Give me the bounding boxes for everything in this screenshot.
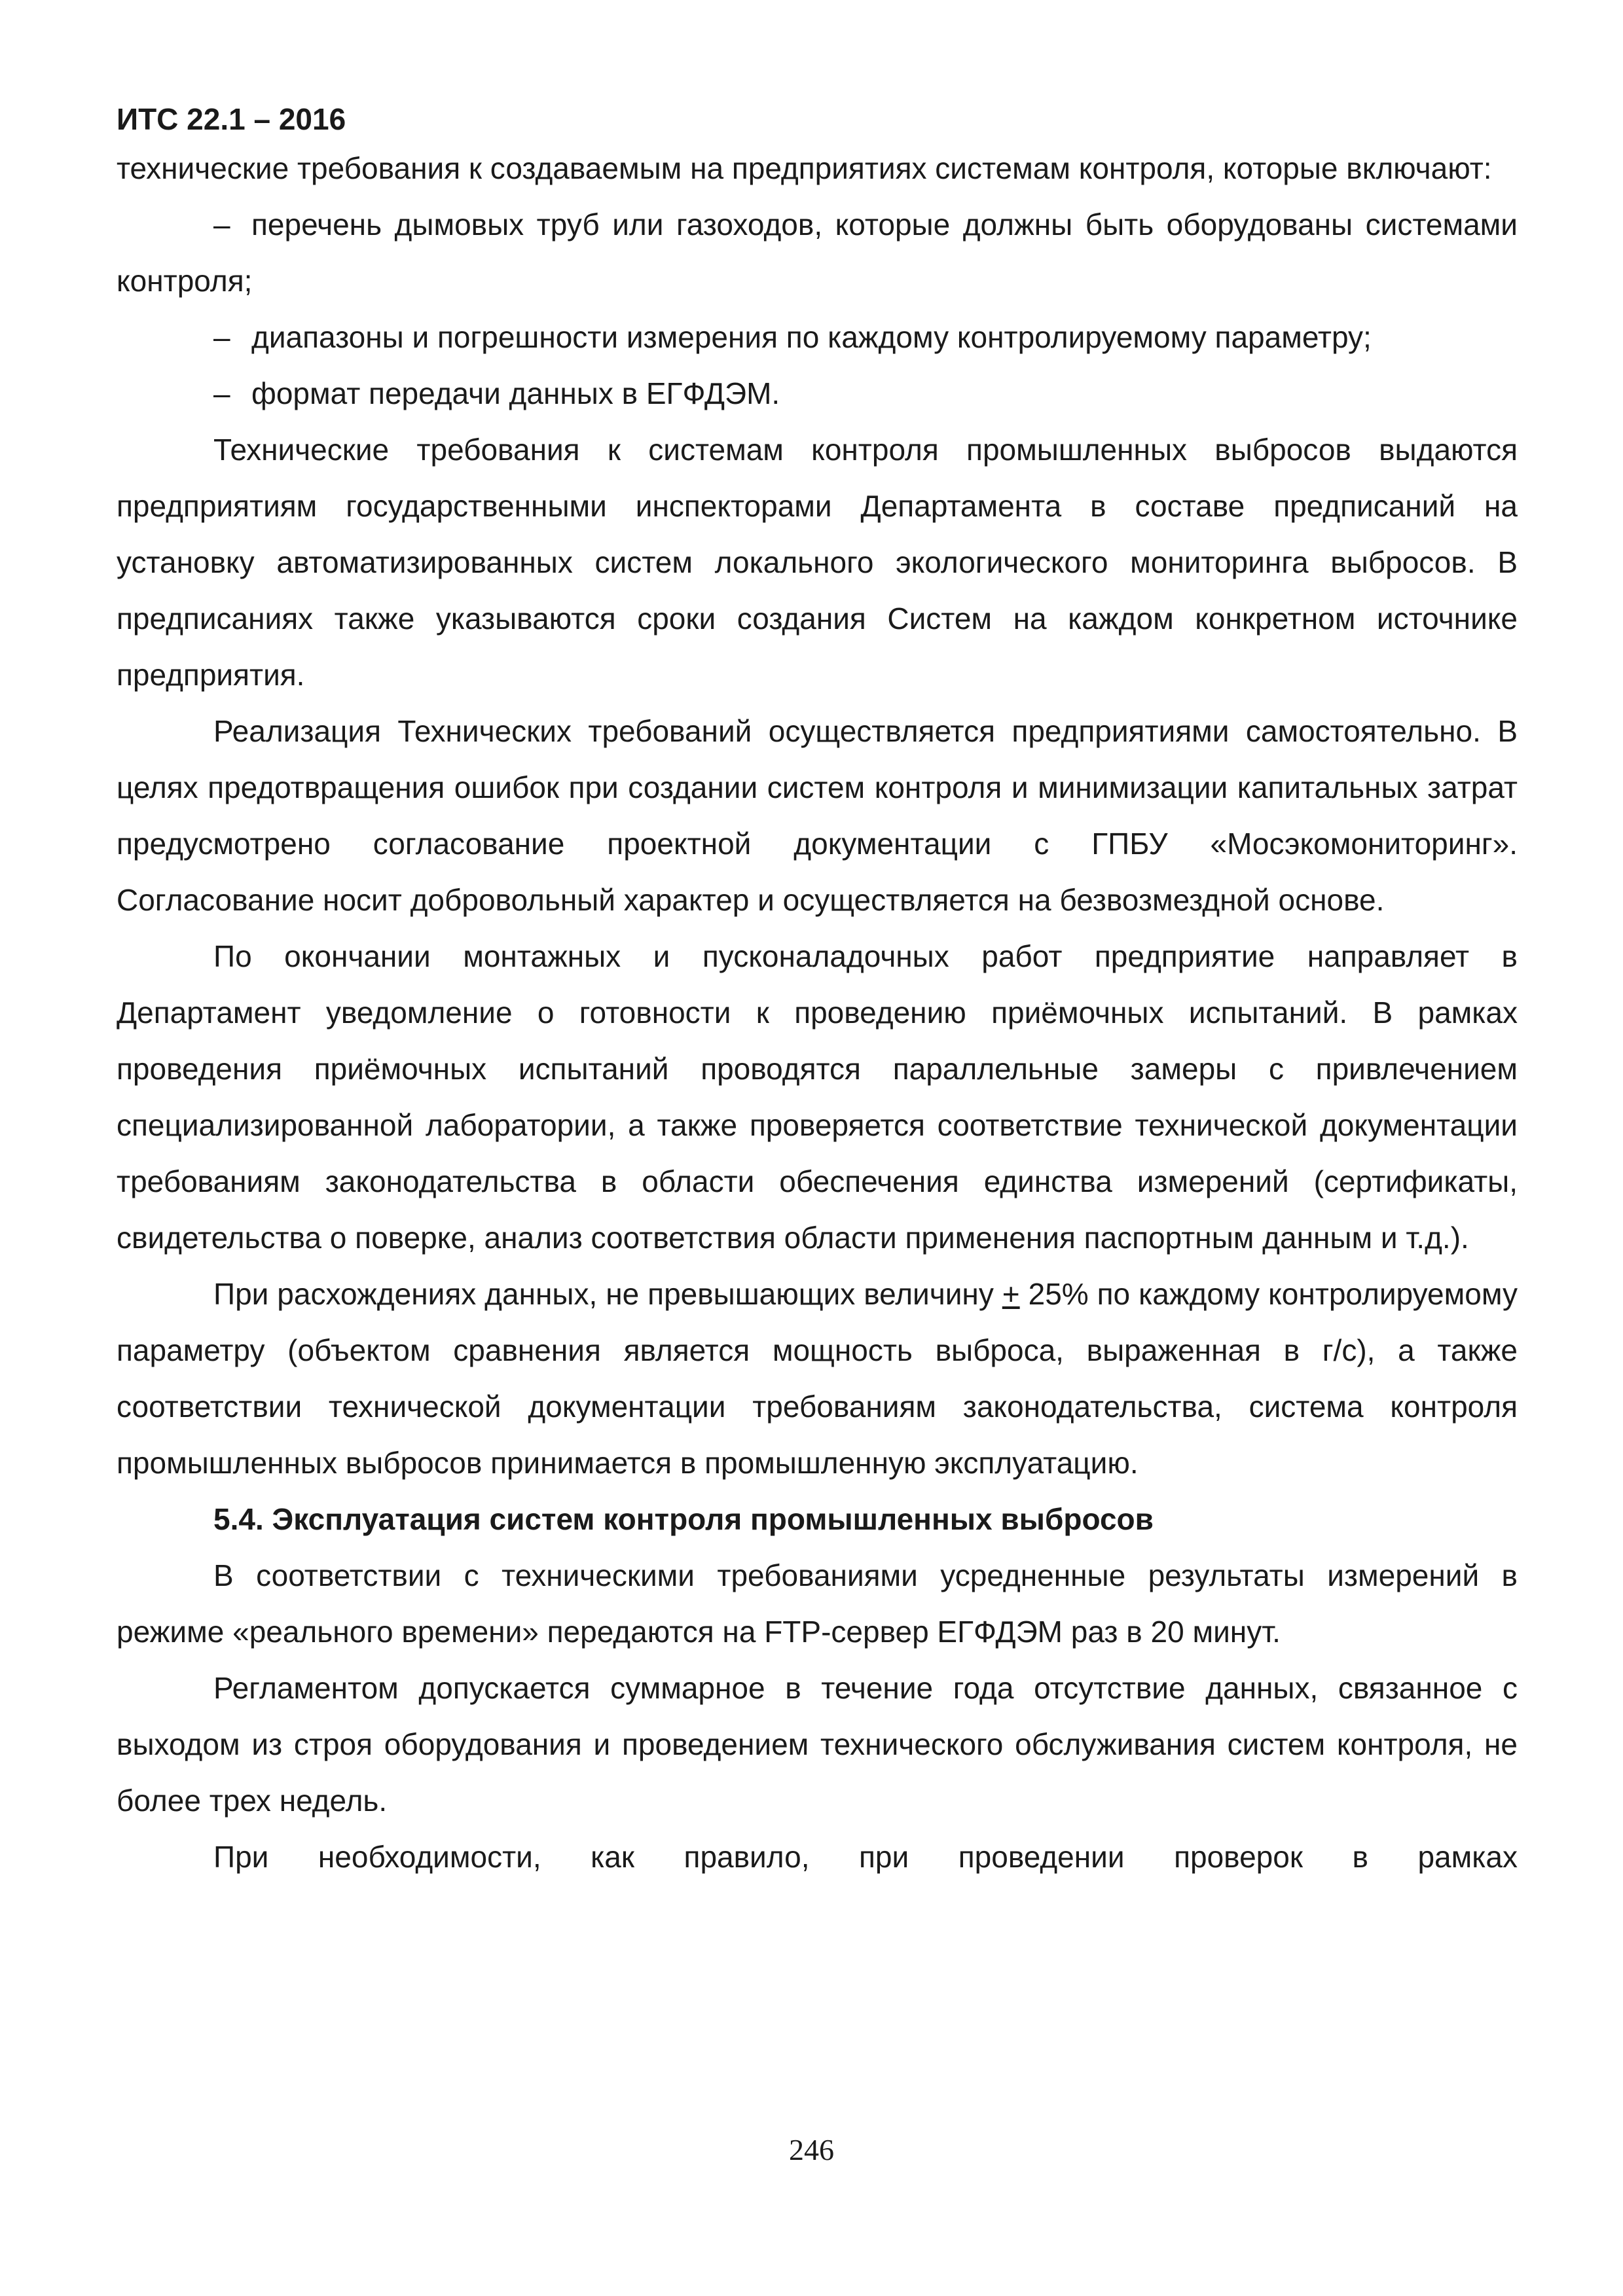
list-dash: – — [213, 376, 230, 410]
paragraph-regulation: Регламентом допускается суммарное в течение года отсутствие данных, связанное с выходом из строя оборудования и проведением технического обслуживания систем контроля, не более трех недель. — [117, 1671, 1518, 1818]
paragraph-intro: технические требования к создаваемым на предприятиях системам контроля, которые включают: — [117, 151, 1492, 185]
list-dash: – — [213, 320, 230, 354]
page-number: 246 — [789, 2133, 834, 2166]
paragraph-text: 25% по каждому контролируемому параметру (объектом сравнения является мощность выброса, выраженная в г/с), а также соответствии технической документации требованиям законодательства, система контроля промышленных выбросов принимается в промышленную эксплуатацию. — [117, 1277, 1518, 1480]
document-page — [117, 98, 1518, 1885]
paragraph-requirements: Технические требования к системам контроля промышленных выбросов выдаются предприятиям государственными инспекторами Департамента в составе предписаний на установку автоматизированных систем локального экологического мониторинга выбросов. В предписаниях также указываются сроки создания Систем на каждом конкретном источнике предприятия. — [117, 433, 1518, 692]
section-heading: 5.4. Эксплуатация систем контроля промышленных выбросов — [213, 1502, 1154, 1536]
list-item-text: формат передачи данных в ЕГФДЭМ. — [251, 376, 780, 410]
paragraph-text: При расхождениях данных, не превышающих величину — [213, 1277, 1002, 1311]
list-item — [117, 365, 1518, 422]
list-dash: – — [213, 207, 230, 242]
paragraph-data-transfer: В соответствии с техническими требованиями усредненные результаты измерений в режиме «реального времени» передаются на FTP-сервер ЕГФДЭМ раз в 20 минут. — [117, 1558, 1518, 1649]
paragraph-acceptance-tests: По окончании монтажных и пусконаладочных работ предприятие направляет в Департамент уведомление о готовности к проведению приёмочных испытаний. В рамках проведения приёмочных испытаний проводятся параллельные замеры с привлечением специализированной лаборатории, а также проверяется соответствие технической документации требованиям законодательства в области обеспечения единства измерений (сертификаты, свидетельства о поверке, анализ соответствия области применения паспортным данным и т.д.). — [117, 939, 1518, 1255]
plus-minus-sign: + — [1002, 1277, 1020, 1311]
list-item — [117, 196, 1518, 309]
list-item-text: диапазоны и погрешности измерения по каждому контролируемому параметру; — [251, 320, 1372, 354]
document-code: ИТС 22.1 – 2016 — [117, 102, 346, 136]
paragraph-discrepancies — [117, 1266, 1518, 1491]
paragraph-implementation: Реализация Технических требований осуществляется предприятиями самостоятельно. В целях предотвращения ошибок при создании систем контроля и минимизации капитальных затрат предусмотрено согласование проектной документации с ГПБУ «Мосэкомониторинг». Согласование носит добровольный характер и осуществляется на безвозмездной основе. — [117, 714, 1518, 917]
list-item — [117, 309, 1518, 365]
paragraph-continuation: При необходимости, как правило, при проведении проверок в рамках — [213, 1840, 1518, 1874]
list-item-text: перечень дымовых труб или газоходов, которые должны быть оборудованы системами контроля; — [117, 207, 1518, 298]
